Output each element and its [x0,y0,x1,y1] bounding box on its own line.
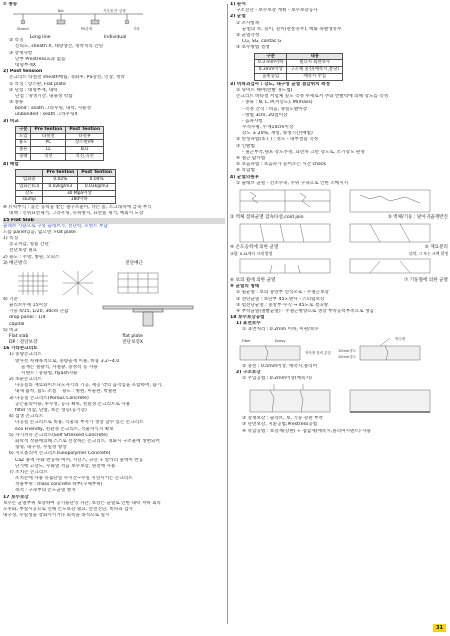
crack-fig7-caption: ⑦ 기둥철에 의한 균열 [403,278,448,284]
tendon-label-1: Bar [58,9,64,14]
ndt-schmidt-types: - 종류 : N, L, P(저강도), M(mass) [242,100,313,106]
left-column [3,2,225,519]
table-header-cell: 구분 [255,53,287,60]
fig-label-4: 10mm정도 [338,348,357,353]
structural-repair-title: 2) 구조보강 [236,369,261,375]
injection-figure [230,382,448,416]
item2-title: ② 특징 [9,38,24,44]
other-concrete-title: 16 기타콘크리트 [3,346,38,352]
table-cell: 0.3mm이상 [255,67,287,74]
self-healing-b: 형형, 내구성, 수밀성 향상 [15,445,67,451]
post-line6: bond : seath 그라우팅, 내력, 사용성 [15,106,92,112]
table-row [16,190,116,197]
page-number: 31 [433,624,446,632]
repair-b: 노후화, 부실시공으로 인해 손도보강 필요, 안전진단, 비파괴 검사 [3,507,133,512]
retarder-a: 조치콘에 사용 유출단일 수시간~수일 지연시키는 콘크리트 [15,476,133,482]
table-cell: 타설후 [66,133,104,140]
post-line1: 콘크리트 타설전 sheath매립, 경화후, PS강선, 인장, 정착 [9,75,125,81]
table-row [16,154,104,161]
self-healing-a: 화학적 작용에의해 스스로 신장하는 콘크리트, 경화시 구조물에 생현되어 [15,438,160,444]
tendon-caption-individual: Individual [103,35,127,41]
table-header-cell: Post Tention [78,170,116,177]
table-cell: slump [16,197,43,204]
table-cell: 0.02kg/m3 [43,183,78,190]
ndt-rebar: ④ 철근 탐사법 [236,156,266,161]
table-row [255,73,343,80]
tendon-label-4: 기타 [133,27,140,32]
crack-figures-row-2 [230,221,448,245]
ndt-ultrasonic: ⑤ 초음파법 : 초음파가 들어오는 시간 check [236,162,327,168]
retarder-b: 적용부위 : mass concrete 하부(구체부위) [15,482,103,488]
repair-method-title: ③ 보수방법 결정 [236,45,270,51]
surface-filling: ② 충전 : 0.5mm이상, 에폭시,폴리머 [242,363,318,369]
procedure-title: 1) 순서 [230,2,246,7]
table-row [16,183,116,190]
table-cell: 움빛능임 [255,73,287,80]
table-cell: 도입 [16,133,31,140]
retarder-c: 목적 : 구속부의 온도균열 방지 [15,488,76,494]
item3-line2: 대형부재X [15,62,36,68]
porous-concrete-title: 3) 다공질 콘크리트(Porous Concrete) [9,395,89,401]
flat-slab-feature-title: 1) 특징 [3,236,19,242]
tendon-types-diagram [3,8,153,32]
table-header-cell [16,170,43,177]
tendon-caption-long-line: Long line [29,35,51,41]
ultra-concrete-b: 내새 흡착, 습도 조절 용도 : 병원, 미술관, 박물관 [15,389,117,395]
crack-type-title: ⑧ 균열의 형태 [230,284,260,290]
porous-concrete-b: filter 역할, 단열, 보온 성능(공기층) [15,408,87,413]
compare-no-shear: 전단보강X [122,340,143,346]
flat-slab-usage: 2) 용도 : 주방, 병원, 오피스 [3,254,60,260]
post-line2: ① 특징 : 장스판, Flat plate [9,81,66,87]
flat-slab-intro-2: 드롭 panel있음, 없으면: Flat plate [3,229,76,235]
criteria-c: drop panel : 1/4 [9,315,46,321]
crack-survey-items: 균열의 폭, 길이, 깊이(관통유무), 백화 녹발생유무 [242,26,342,32]
crack-type-flexural: ① 휨균열 : 보의 중앙부 연직모로 - 주철근보강 [236,290,329,296]
table-cell: 에폭시 주입 [287,73,343,80]
flat-slab-feature-b: 전단보강 필요 [9,248,38,254]
flat-slab-rebar-caption: 전단배근 [125,260,143,266]
heavy-concrete-a: 방사선 차폐목적으로, 중량골재 이용, 비중 3.2~4.0 [15,358,120,364]
flat-slab-section-title: 15 Flat Slab [3,218,225,224]
fig-label-0: Fiber [242,338,251,343]
porous-concrete-a: 공은율의이용, 투수성, 공극 확보, 친환경 콘크리트로 사용 [15,401,131,407]
ultra-concrete-title: 2) 초순콘크리트 [9,377,42,383]
ndt-schmidt: ① 슈미트 해머(반발 경도법) [236,87,293,93]
drop-panel-diagram [98,303,198,327]
crack-type-shear: ② 전단균열 : 보단부 45도방사 - 스터럽보강 [236,296,325,302]
table-cell: 구조체 중진(에폭시,통당) [287,67,343,74]
eco-concrete-title: 4) 섬생 콘크리트 [9,414,44,420]
table-header-row [16,170,116,177]
ndt-schmidt-desc: 콘크리트 바타결 서험체 깊도 측정 무세로서 추와 반발력에 의해 강도를 측정 [236,94,389,100]
tendon-label-3: 거푸집 면 강재 [103,9,126,14]
composite-method: ④ 복합공법 : 보강재(강판) + 접합재(에폭시,폴리머시멘트) 사용 [242,428,371,434]
post-line5: ③ 종류 [9,100,24,106]
slab-crack-diagram [230,187,440,215]
corrosion-note: ※ 유력부식 : 높은 응력을 받는 철구조물이, 작은 흠, 소크래치에 급속 부식 [3,205,152,211]
right-column [230,2,448,435]
item3-line1: 단부 Prestress효과 없음 [15,56,66,62]
fig-label-3: 방수캔 [395,336,406,341]
flat-slab-criteria-title: 4) 기준 [3,296,19,302]
table-cell: 장스판/PF [66,140,104,147]
flat-slab-feature-a: 층고저감, 형틀 간단 [9,242,49,248]
table-row [16,140,104,147]
section-reinforcement: ③ 단면보강, 지환공법,Prestress공법 [242,422,318,428]
crack-fig7-note: 뒤막, 그 또는 크랙 발생 [408,251,448,257]
repair-a: 보수는 균열부위 보강하여 공기용단잉 지난, 보강은 균열로 인한 내력 저하 회복 [3,500,162,506]
geopolymer-title: 6) 지오폴리머 콘크리트(Geopolymer Concrete) [9,451,111,457]
ndt-schmidt-notes-a: 수직수평, 두께10cm이상 [242,125,294,131]
table-cell: 0.02% [43,176,78,183]
table-cell: 강도 [16,190,43,197]
table-row [255,60,343,67]
post-tension-title: 2) Post tension [3,69,43,75]
eco-concrete-a: 다공질 콘크리트로 비용, 식물의 부지가 생장 할수 있는 콘크리트 [15,420,144,426]
ndt-schmidt-interval: - 측정 간격 : 비음, 양질도발아장 [242,106,308,112]
injection-diagram [230,382,440,416]
table-cell: 0.3 mm이하 [255,60,287,67]
compare-flat-slab: Flat slab [9,334,29,339]
heavy-concrete-c: 시멘트 : 중용열, flyash사용 [21,370,78,376]
heavy-concrete-b: 골재는 철광석, 자철광, 중정석 등 사용 [21,364,98,370]
ndt-pullout-desc: - 철근부적,텐프 강도추정, 표면차 크면 강도로, 조기강도 판정 [242,149,365,155]
injection-method: ① 주입공법 : 0.2mm이상(에폭시) [242,376,312,381]
table-cell: PC [31,140,66,147]
table-header-cell: Pre tention [31,126,66,133]
flat-slab-rebar-figure [3,267,225,297]
table-cell: 종류 [16,147,31,154]
criteria-b: 기둥 h/15, L/20, 30cm 큰값 [9,309,69,315]
fig-label-2: 적자방 물비 분말 [305,350,331,355]
table-cell: 30 Mpa이상 [43,190,116,197]
surface-treatment: ① 표면처리 : 0.2mm 이하, 미관/보수 [242,327,319,333]
table-cell: 직선 [31,154,66,161]
table-row [16,133,104,140]
repair-method-table [254,53,343,81]
geopolymer-b: 단기에 고강도, 수화열 적음 보수보강, 원전에 사용 [15,463,116,469]
column-divider [227,4,228,624]
procedure-line: 구조진단 - 보수보강 계획 - 보수보강공사 [236,8,318,14]
repair-title: 17 보수보강 [3,494,29,500]
retarder-title: 7) 조치콘 콘크리트 [9,469,48,475]
table-header-cell: Pre tention [43,170,78,177]
ultra-concrete-a: 다공질의 재료와이트나노자기의 기공, 세공 약의 음직임을 포함하여, 습기, [15,383,163,389]
compare-title: 3) 비교 [3,118,19,124]
crack-fig6-note: 교량, 0.4L에서 크게 발생 [230,251,273,257]
post-line7: unbonded : seath 그라우팅X [15,112,78,118]
table-row [255,67,343,74]
ndt-schmidt-notes: - 음파사항 [242,118,263,124]
table-cell: 직진,곡선 [66,154,104,161]
crack-fig4-caption: ④ 온도응력에 의한 균열 [230,245,279,250]
table-cell: 0.03kg/m3 [78,183,116,190]
crack-fig5-caption: ⑤ 재료분리 [424,245,448,250]
crack-cause-slab: ① 슬래브 균열 - 건조수축, 주위 구속으로 인한 소매지지 [236,180,349,186]
tendon-label-2: PS강재 [81,27,93,32]
self-healing-title: 5) 자기치유 콘크리트(Self Stressed Concrete) [9,432,108,438]
repair-figures [230,334,448,364]
surface-repair-title: 1) 표면보수 [236,321,261,327]
criteria-d: capital [9,321,25,327]
flat-slab-intro: 슬래브 가용으로 구성 슬래브가, 전단력, 모멘트 부담 [3,223,108,229]
ndt-pullout: ③ 인발법 [236,143,255,149]
mix-table [15,169,116,204]
table-header-cell: 구분 [16,126,31,133]
criteria-a: 슬리브두께 15이상 [9,303,48,309]
item1-title: ① 종류 [3,2,18,7]
table-header-cell: 내용 [287,53,343,60]
repair-c: 내구성, 수밀성을 강화시키거나 회복을 목적으로 실시 [3,513,110,519]
table-cell: 형태 [16,154,31,161]
table-cell: 타설전 [31,133,66,140]
table-cell: 필요시 외관보수 [287,60,343,67]
table-header-row [16,126,104,133]
corrosion-note-2: 대책 : 인위표면제거, 그라우팅, 유취방지, 표면흠 제거, 예회시 도장 [9,211,144,217]
table-cell: 180이하 [43,197,116,204]
crack-figures-row-1 [230,187,448,215]
compare-dp: DP : 전단보강 [9,340,38,346]
ndt-schmidt-notes-b: 강도 ± 20%, 재령, 양생기간(예법) [242,131,313,137]
repair-methods-title: 18 보수보강공법 [230,315,265,321]
repair-diagram [230,334,440,364]
ndt-composite: ⑥ 복합법 [236,168,255,174]
eco-concrete-b: eco Friendly, 친환경 콘크리트, 식물서식지 확보 [15,426,114,432]
mix-title: 4) 배합 [3,161,19,167]
post-line4: 단점 : 양생기간, 내용성 약함 [15,93,73,99]
table-header-cell: Post Tention [66,126,104,133]
rebar-diagram [3,267,203,297]
crack-type-punching: ③ 펌전단균열 : 중앙부 수직 → 45도로 결곡방 [236,302,329,308]
fig-label-5: 10mm정도 [338,354,357,359]
table-row [16,147,104,154]
steel-reinforcement: ② 강재보강 : 슬라브, 보, 기둥 강판 부착 [242,416,323,422]
crack-fig6-caption: ⑥ 보의 휨에 의한 균열 [230,278,276,284]
item3-title: ③ 강재사항 [9,50,33,56]
crack-fig2-caption: ② 벽체 점하균열 갑속타설,cold join [230,214,304,220]
tension-compare-table [15,126,104,161]
crack-measure-items: CG, SG, contac G [242,39,282,45]
crack-measure: ② 균열측정 [236,32,260,38]
beam-crack-diagram [230,256,440,278]
flat-slab-rebar-title: 3) 배근방식 [3,260,27,266]
table-cell: B,U [66,147,104,154]
crack-figures-row-3 [230,256,448,278]
crack-fig3-caption: ③ 벽체/기둥 : 말아귀곱재반진 [387,214,448,220]
table-cell: LL [31,147,66,154]
flat-slab-compare-title: 5) 비교 [3,327,19,333]
fig-label-1: Epoxy [275,338,286,343]
table-row [16,197,116,204]
table-cell: 염화물 [16,176,43,183]
geopolymer-a: CaZ 용액 수와 반응하 여서, 시넌스, 규산 + 알카리 용액이 반응 [15,457,144,463]
post-line3: ② 단점 : 대형부재, 내력 [9,87,58,93]
item2-line1: 신뢰도, sheath X, 대량생산, 정착치리 간단 [15,44,104,50]
table-cell: 0.04% [78,176,116,183]
table-header-row [255,53,343,60]
heavy-concrete-title: 1) 중량콘크리트 [9,352,42,358]
table-cell: 염화은(Cl) [16,183,43,190]
table-row [16,176,116,183]
crack-type-bond: ④ 부착균열(철빨균열) : 주철근방향으로 생장 부착응력부족으로 생김 [236,308,374,314]
ndt-title: 3) 비파괴검사 : 강도, 내구성 균열 결감위치 측정 [230,81,330,87]
table-cell: 용도 [16,140,31,147]
crack-title: 2) 균열 [230,14,246,20]
crack-survey: ① 조사항목 [236,20,260,26]
wall-crack-diagram [230,221,440,245]
crack-cause-title: 4) 균열의원후 [230,174,260,180]
tendon-label-0: Strand [17,27,29,32]
ndt-schmidt-method: - 방법 3cm, 20점이상 [242,112,288,118]
compare-flat-plate: flat plate [122,334,143,339]
ndt-elastic: ② 탄성파법(초 ( ) : 정도 - 내부결함 측정 [236,137,319,143]
